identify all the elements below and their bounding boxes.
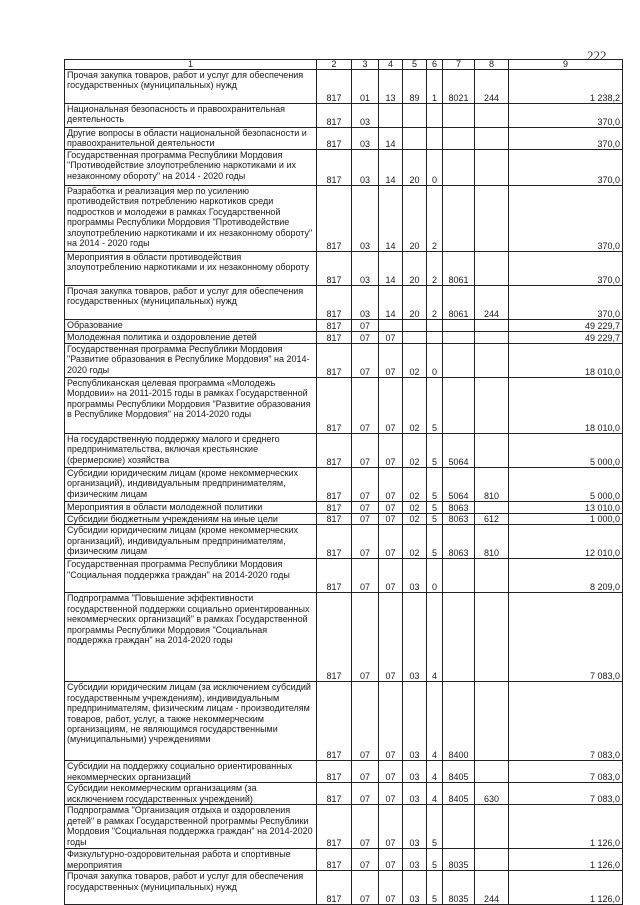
amount-cell: 5 000,0 <box>509 468 623 502</box>
table-row <box>65 525 623 559</box>
code-expense-type-cell <box>475 104 509 128</box>
code-item-cell: 8400 <box>443 682 475 761</box>
code-subprogram-cell: 5 <box>427 514 443 525</box>
code-program-cell: 02 <box>403 468 427 502</box>
code-program-cell: 20 <box>403 150 427 186</box>
code-expense-type-cell <box>475 378 509 434</box>
amount-cell: 370,0 <box>509 286 623 320</box>
row-name: Прочая закупка товаров, работ и услуг для обеспечения государственных (муниципальных) нужд <box>65 70 317 104</box>
row-name: Субсидии бюджетным учреждениям на иные цели <box>65 514 317 525</box>
amount-cell: 1 000,0 <box>509 514 623 525</box>
code-subprogram-cell: 4 <box>427 783 443 805</box>
code-item-cell <box>443 150 475 186</box>
code-item-cell <box>443 378 475 434</box>
amount-cell: 49 229,7 <box>509 332 623 344</box>
code-admin-cell: 817 <box>317 502 352 514</box>
code-item-cell: 8063 <box>443 502 475 514</box>
code-program-cell: 02 <box>403 514 427 525</box>
code-subprogram-cell: 1 <box>427 70 443 104</box>
code-section-cell: 07 <box>352 682 379 761</box>
table-row <box>65 128 623 150</box>
column-header: 6 <box>427 60 443 70</box>
table-row <box>65 332 623 344</box>
code-section-cell: 07 <box>352 378 379 434</box>
code-admin-cell: 817 <box>317 320 352 332</box>
row-name: Государственная программа Республики Мордовия "Противодействие злоупотреблению наркотиками и их незаконному обороту" на 2014 - 2020 годы <box>65 150 317 186</box>
code-expense-type-cell <box>475 434 509 468</box>
code-program-cell: 03 <box>403 593 427 682</box>
code-item-cell <box>443 805 475 849</box>
table-row <box>65 849 623 871</box>
code-program-cell: 20 <box>403 252 427 286</box>
row-name: Прочая закупка товаров, работ и услуг для обеспечения государственных (муниципальных) нужд <box>65 871 317 905</box>
code-expense-type-cell <box>475 320 509 332</box>
code-admin-cell: 817 <box>317 682 352 761</box>
code-subprogram-cell: 5 <box>427 502 443 514</box>
code-section-cell: 07 <box>352 871 379 905</box>
code-program-cell: 02 <box>403 378 427 434</box>
code-subprogram-cell: 5 <box>427 525 443 559</box>
row-name: Подпрограмма "Повышение эффективности государственной поддержки социально ориентированных некоммерческих организаций" в рамках Государственной программы Республики Мордовия "Социальная поддержка граждан" на 2014-2020 годы <box>65 593 317 682</box>
code-subsection-cell: 07 <box>379 525 403 559</box>
code-admin-cell: 817 <box>317 332 352 344</box>
code-program-cell <box>403 104 427 128</box>
table-row <box>65 559 623 593</box>
code-subsection-cell: 14 <box>379 252 403 286</box>
code-expense-type-cell <box>475 332 509 344</box>
code-expense-type-cell: 244 <box>475 871 509 905</box>
code-item-cell: 8061 <box>443 286 475 320</box>
code-admin-cell: 817 <box>317 514 352 525</box>
code-subsection-cell: 07 <box>379 514 403 525</box>
amount-cell: 18 010,0 <box>509 378 623 434</box>
code-subsection-cell: 07 <box>379 871 403 905</box>
row-name: Субсидии юридическим лицам (за исключением субсидий государственным учреждениям), индивидуальным предпринимателям, физическим лицам - производителям товаров, работ, услуг, а также некоммерческим организациям, не являющимся государственными (муниципальными) учреждениями <box>65 682 317 761</box>
code-program-cell: 02 <box>403 344 427 378</box>
code-admin-cell: 817 <box>317 252 352 286</box>
row-name: Национальная безопасность и правоохранительная деятельность <box>65 104 317 128</box>
code-program-cell: 20 <box>403 186 427 252</box>
column-header: 5 <box>403 60 427 70</box>
table-row <box>65 502 623 514</box>
code-admin-cell: 817 <box>317 593 352 682</box>
table-row <box>65 434 623 468</box>
code-program-cell: 03 <box>403 849 427 871</box>
table-row <box>65 320 623 332</box>
column-header: 8 <box>475 60 509 70</box>
code-subprogram-cell: 5 <box>427 805 443 849</box>
code-program-cell: 03 <box>403 682 427 761</box>
row-name: Субсидии на поддержку социально ориентированных некоммерческих организаций <box>65 761 317 783</box>
code-subsection-cell: 07 <box>379 783 403 805</box>
row-name: Республиканская целевая программа «Молодежь Мордовии» на 2011-2015 годы в рамках Государственной программы Республики Мордовия "Развитие образования в Республике Мордовия" на 2014-2020 годы <box>65 378 317 434</box>
code-subprogram-cell <box>427 332 443 344</box>
column-header: 2 <box>317 60 352 70</box>
code-program-cell: 03 <box>403 761 427 783</box>
amount-cell: 7 083,0 <box>509 682 623 761</box>
table-row <box>65 150 623 186</box>
code-subsection-cell: 07 <box>379 761 403 783</box>
amount-cell: 13 010,0 <box>509 502 623 514</box>
row-name: Субсидии юридическим лицам (кроме некоммерческих организаций), индивидуальным предпринимателям, физическим лицам <box>65 468 317 502</box>
page-number: 222 <box>587 48 607 63</box>
table-row <box>65 783 623 805</box>
code-item-cell <box>443 320 475 332</box>
code-expense-type-cell <box>475 682 509 761</box>
budget-table <box>64 59 623 905</box>
code-admin-cell: 817 <box>317 525 352 559</box>
amount-cell: 5 000,0 <box>509 434 623 468</box>
code-section-cell: 07 <box>352 502 379 514</box>
table-row <box>65 104 623 128</box>
code-subprogram-cell: 0 <box>427 344 443 378</box>
amount-cell: 7 083,0 <box>509 783 623 805</box>
amount-cell: 8 209,0 <box>509 559 623 593</box>
code-program-cell: 03 <box>403 559 427 593</box>
code-section-cell: 07 <box>352 593 379 682</box>
code-section-cell: 03 <box>352 150 379 186</box>
code-section-cell: 03 <box>352 286 379 320</box>
code-item-cell <box>443 332 475 344</box>
code-program-cell <box>403 332 427 344</box>
table-header-row <box>65 60 623 70</box>
code-subprogram-cell <box>427 128 443 150</box>
table-row <box>65 871 623 905</box>
code-item-cell <box>443 128 475 150</box>
code-subsection-cell: 07 <box>379 332 403 344</box>
column-header: 7 <box>443 60 475 70</box>
code-item-cell: 8021 <box>443 70 475 104</box>
row-name: На государственную поддержку малого и среднего предпринимательства, включая крестьянские (фермерские) хозяйства <box>65 434 317 468</box>
code-program-cell: 02 <box>403 502 427 514</box>
code-expense-type-cell <box>475 186 509 252</box>
code-subprogram-cell: 4 <box>427 761 443 783</box>
code-expense-type-cell <box>475 593 509 682</box>
row-name: Молодежная политика и оздоровление детей <box>65 332 317 344</box>
code-section-cell: 03 <box>352 128 379 150</box>
code-subsection-cell <box>379 320 403 332</box>
amount-cell: 370,0 <box>509 186 623 252</box>
amount-cell: 49 229,7 <box>509 320 623 332</box>
code-admin-cell: 817 <box>317 849 352 871</box>
column-header: 9 <box>509 60 623 70</box>
code-item-cell <box>443 593 475 682</box>
code-section-cell: 07 <box>352 468 379 502</box>
code-subprogram-cell: 4 <box>427 593 443 682</box>
row-name: Государственная программа Республики Мордовия "Социальная поддержка граждан" на 2014-2020 годы <box>65 559 317 593</box>
code-admin-cell: 817 <box>317 186 352 252</box>
code-subsection-cell: 07 <box>379 434 403 468</box>
code-section-cell: 07 <box>352 525 379 559</box>
code-subprogram-cell: 0 <box>427 559 443 593</box>
code-expense-type-cell: 810 <box>475 468 509 502</box>
code-item-cell: 8061 <box>443 252 475 286</box>
code-expense-type-cell <box>475 344 509 378</box>
code-item-cell <box>443 559 475 593</box>
code-subsection-cell: 07 <box>379 344 403 378</box>
code-admin-cell: 817 <box>317 783 352 805</box>
code-section-cell: 07 <box>352 849 379 871</box>
code-section-cell: 07 <box>352 434 379 468</box>
code-expense-type-cell: 612 <box>475 514 509 525</box>
code-section-cell: 07 <box>352 761 379 783</box>
row-name: Разработка и реализация мер по усилению противодействия потреблению наркотиков среди подростков и молодежи в рамках Государственной программы Республики Мордовия "Противодействие злоупотреблению наркотиками и их незаконному обороту" на 2014 - 2020 годы <box>65 186 317 252</box>
column-header: 4 <box>379 60 403 70</box>
code-section-cell: 07 <box>352 344 379 378</box>
table-row <box>65 805 623 849</box>
code-subprogram-cell <box>427 104 443 128</box>
table-row <box>65 514 623 525</box>
code-section-cell: 03 <box>352 252 379 286</box>
code-admin-cell: 817 <box>317 378 352 434</box>
code-program-cell <box>403 128 427 150</box>
table-row <box>65 344 623 378</box>
code-section-cell: 03 <box>352 186 379 252</box>
code-subprogram-cell: 5 <box>427 434 443 468</box>
code-subprogram-cell: 5 <box>427 468 443 502</box>
code-admin-cell: 817 <box>317 468 352 502</box>
row-name: Другие вопросы в области национальной безопасности и правоохранительной деятельности <box>65 128 317 150</box>
code-admin-cell: 817 <box>317 434 352 468</box>
code-subprogram-cell: 5 <box>427 849 443 871</box>
code-item-cell: 8063 <box>443 525 475 559</box>
row-name: Образование <box>65 320 317 332</box>
table-row <box>65 252 623 286</box>
code-admin-cell: 817 <box>317 805 352 849</box>
column-header: 1 <box>65 60 317 70</box>
code-admin-cell: 817 <box>317 286 352 320</box>
code-subsection-cell: 07 <box>379 502 403 514</box>
amount-cell: 7 083,0 <box>509 761 623 783</box>
code-subprogram-cell: 5 <box>427 378 443 434</box>
row-name: Государственная программа Республики Мордовия "Развитие образования в Республике Мордовия" на 2014-2020 годы <box>65 344 317 378</box>
code-item-cell <box>443 344 475 378</box>
amount-cell: 370,0 <box>509 128 623 150</box>
amount-cell: 1 126,0 <box>509 871 623 905</box>
code-subsection-cell: 14 <box>379 286 403 320</box>
code-item-cell: 8405 <box>443 761 475 783</box>
table-row <box>65 682 623 761</box>
code-section-cell: 07 <box>352 332 379 344</box>
code-section-cell: 07 <box>352 514 379 525</box>
code-subsection-cell: 07 <box>379 559 403 593</box>
row-name: Мероприятия в области противодействия злоупотреблению наркотиками и их незаконному обороту <box>65 252 317 286</box>
code-subprogram-cell: 0 <box>427 150 443 186</box>
code-expense-type-cell: 244 <box>475 286 509 320</box>
code-program-cell: 03 <box>403 871 427 905</box>
code-expense-type-cell: 244 <box>475 70 509 104</box>
table-row <box>65 761 623 783</box>
table-row <box>65 70 623 104</box>
code-section-cell: 07 <box>352 320 379 332</box>
code-subsection-cell: 07 <box>379 849 403 871</box>
code-expense-type-cell: 810 <box>475 525 509 559</box>
code-program-cell: 03 <box>403 805 427 849</box>
row-name: Физкультурно-оздоровительная работа и спортивные мероприятия <box>65 849 317 871</box>
amount-cell: 12 010,0 <box>509 525 623 559</box>
code-subsection-cell <box>379 104 403 128</box>
code-admin-cell: 817 <box>317 871 352 905</box>
code-admin-cell: 817 <box>317 128 352 150</box>
code-item-cell <box>443 104 475 128</box>
code-program-cell: 89 <box>403 70 427 104</box>
code-expense-type-cell <box>475 805 509 849</box>
code-item-cell: 5064 <box>443 468 475 502</box>
code-subsection-cell: 07 <box>379 593 403 682</box>
code-item-cell: 5064 <box>443 434 475 468</box>
table-row <box>65 593 623 682</box>
code-item-cell: 8035 <box>443 871 475 905</box>
code-expense-type-cell <box>475 128 509 150</box>
code-subprogram-cell: 2 <box>427 186 443 252</box>
row-name: Прочая закупка товаров, работ и услуг для обеспечения государственных (муниципальных) нужд <box>65 286 317 320</box>
code-expense-type-cell <box>475 849 509 871</box>
code-subsection-cell: 13 <box>379 70 403 104</box>
code-subprogram-cell: 4 <box>427 682 443 761</box>
row-name: Субсидии некоммерческим организациям (за исключением государственных учреждений) <box>65 783 317 805</box>
code-program-cell: 20 <box>403 286 427 320</box>
code-subprogram-cell: 5 <box>427 871 443 905</box>
column-header: 3 <box>352 60 379 70</box>
code-program-cell: 03 <box>403 783 427 805</box>
code-subsection-cell: 07 <box>379 805 403 849</box>
row-name: Мероприятия в области молодежной политики <box>65 502 317 514</box>
row-name: Подпрограмма "Организация отдыха и оздоровления детей" в рамках Государственной программы Республики Мордовия "Социальная поддержка граждан" на 2014-2020 годы <box>65 805 317 849</box>
code-admin-cell: 817 <box>317 104 352 128</box>
amount-cell: 1 126,0 <box>509 849 623 871</box>
code-item-cell: 8063 <box>443 514 475 525</box>
code-admin-cell: 817 <box>317 70 352 104</box>
code-program-cell: 02 <box>403 525 427 559</box>
code-expense-type-cell <box>475 761 509 783</box>
code-subsection-cell: 14 <box>379 128 403 150</box>
code-item-cell: 8405 <box>443 783 475 805</box>
amount-cell: 370,0 <box>509 104 623 128</box>
amount-cell: 7 083,0 <box>509 593 623 682</box>
code-expense-type-cell <box>475 502 509 514</box>
table-row <box>65 286 623 320</box>
code-item-cell: 8035 <box>443 849 475 871</box>
code-section-cell: 07 <box>352 805 379 849</box>
amount-cell: 370,0 <box>509 252 623 286</box>
table-row <box>65 186 623 252</box>
table-row <box>65 468 623 502</box>
row-name: Субсидии юридическим лицам (кроме некоммерческих организаций), индивидуальным предпринимателям, физическим лицам <box>65 525 317 559</box>
code-section-cell: 01 <box>352 70 379 104</box>
code-admin-cell: 817 <box>317 150 352 186</box>
code-expense-type-cell: 630 <box>475 783 509 805</box>
amount-cell: 1 238,2 <box>509 70 623 104</box>
amount-cell: 370,0 <box>509 150 623 186</box>
code-program-cell: 02 <box>403 434 427 468</box>
code-subsection-cell: 07 <box>379 682 403 761</box>
code-admin-cell: 817 <box>317 344 352 378</box>
code-program-cell <box>403 320 427 332</box>
code-section-cell: 07 <box>352 783 379 805</box>
code-admin-cell: 817 <box>317 761 352 783</box>
code-subprogram-cell: 2 <box>427 252 443 286</box>
code-subsection-cell: 14 <box>379 186 403 252</box>
code-subprogram-cell <box>427 320 443 332</box>
code-expense-type-cell <box>475 559 509 593</box>
code-subprogram-cell: 2 <box>427 286 443 320</box>
code-expense-type-cell <box>475 150 509 186</box>
code-subsection-cell: 07 <box>379 468 403 502</box>
table-row <box>65 378 623 434</box>
code-subsection-cell: 07 <box>379 378 403 434</box>
code-section-cell: 07 <box>352 559 379 593</box>
code-item-cell <box>443 186 475 252</box>
code-admin-cell: 817 <box>317 559 352 593</box>
code-section-cell: 03 <box>352 104 379 128</box>
amount-cell: 1 126,0 <box>509 805 623 849</box>
code-subsection-cell: 14 <box>379 150 403 186</box>
code-expense-type-cell <box>475 252 509 286</box>
amount-cell: 18 010,0 <box>509 344 623 378</box>
